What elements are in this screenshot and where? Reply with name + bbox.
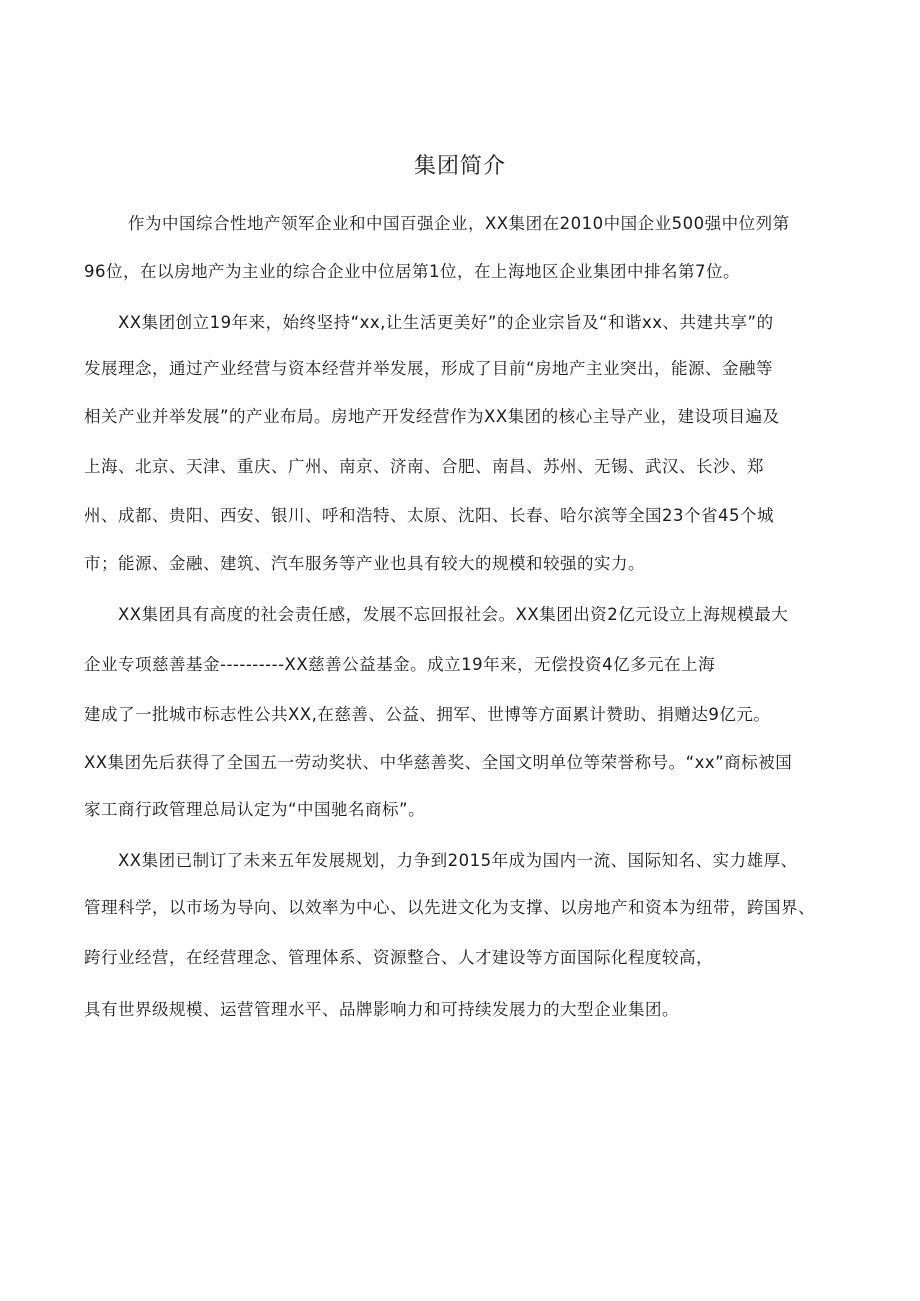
paragraph-2-line-5: 州、成都、贵阳、西安、银川、呼和浩特、太原、沈阳、长春、哈尔滨等全国23个省45个城	[84, 506, 774, 525]
paragraph-4-line-4: 具有世界级规模、运营管理水平、品牌影响力和可持续发展力的大型企业集团。	[84, 1000, 679, 1019]
paragraph-2-line-6: 市；能源、金融、建筑、汽车服务等产业也具有较大的规模和较强的实力。	[84, 554, 645, 573]
paragraph-2-line-3: 相关产业并举发展”的产业布局。房地产开发经营作为XX集团的核心主导产业，建设项目遍及	[84, 407, 780, 426]
paragraph-2-line-4: 上海、北京、天津、重庆、广州、南京、济南、合肥、南昌、苏州、无锡、武汉、长沙、郑	[84, 457, 764, 476]
paragraph-2-line-2: 发展理念，通过产业经营与资本经营并举发展，形成了目前“房地产主业突出，能源、金融等	[84, 359, 774, 378]
paragraph-4-line-3: 跨行业经营，在经营理念、管理体系、资源整合、人才建设等方面国际化程度较高，	[84, 948, 713, 967]
page-title: 集团简介	[413, 154, 506, 179]
paragraph-4-line-1: XX集团已制订了未来五年发展规划，力争到2015年成为国内一流、国际知名、实力雄厚、	[118, 851, 798, 870]
paragraph-3-line-1: XX集团具有高度的社会责任感，发展不忘回报社会。XX集团出资2亿元设立上海规模最大	[118, 605, 789, 624]
paragraph-1-line-2: 96位，在以房地产为主业的综合企业中位居第1位，在上海地区企业集团中排名第7位。	[84, 262, 740, 281]
paragraph-1-line-1: 作为中国综合性地产领军企业和中国百强企业，XX集团在2010中国企业500强中位列第	[128, 214, 790, 233]
paragraph-3-line-2: 企业专项慈善基金----------XX慈善公益基金。成立19年来，无偿投资4亿多元在上海	[84, 655, 716, 674]
paragraph-3-line-5: 家工商行政管理总局认定为“中国驰名商标”。	[84, 800, 426, 819]
paragraph-2-line-1: XX集团创立19年来，始终坚持“xx,让生活更美好”的企业宗旨及“和谐xx、共建共享”的	[118, 313, 774, 332]
paragraph-3-line-3: 建成了一批城市标志性公共XX,在慈善、公益、拥军、世博等方面累计赞助、捐赠达9亿元。	[84, 705, 771, 724]
paragraph-4-line-2: 管理科学，以市场为导向、以效率为中心、以先进文化为支撑、以房地产和资本为纽带，跨国界、	[84, 898, 815, 917]
paragraph-3-line-4: XX集团先后获得了全国五一劳动奖状、中华慈善奖、全国文明单位等荣誉称号。“xx”商标被国	[84, 753, 793, 772]
